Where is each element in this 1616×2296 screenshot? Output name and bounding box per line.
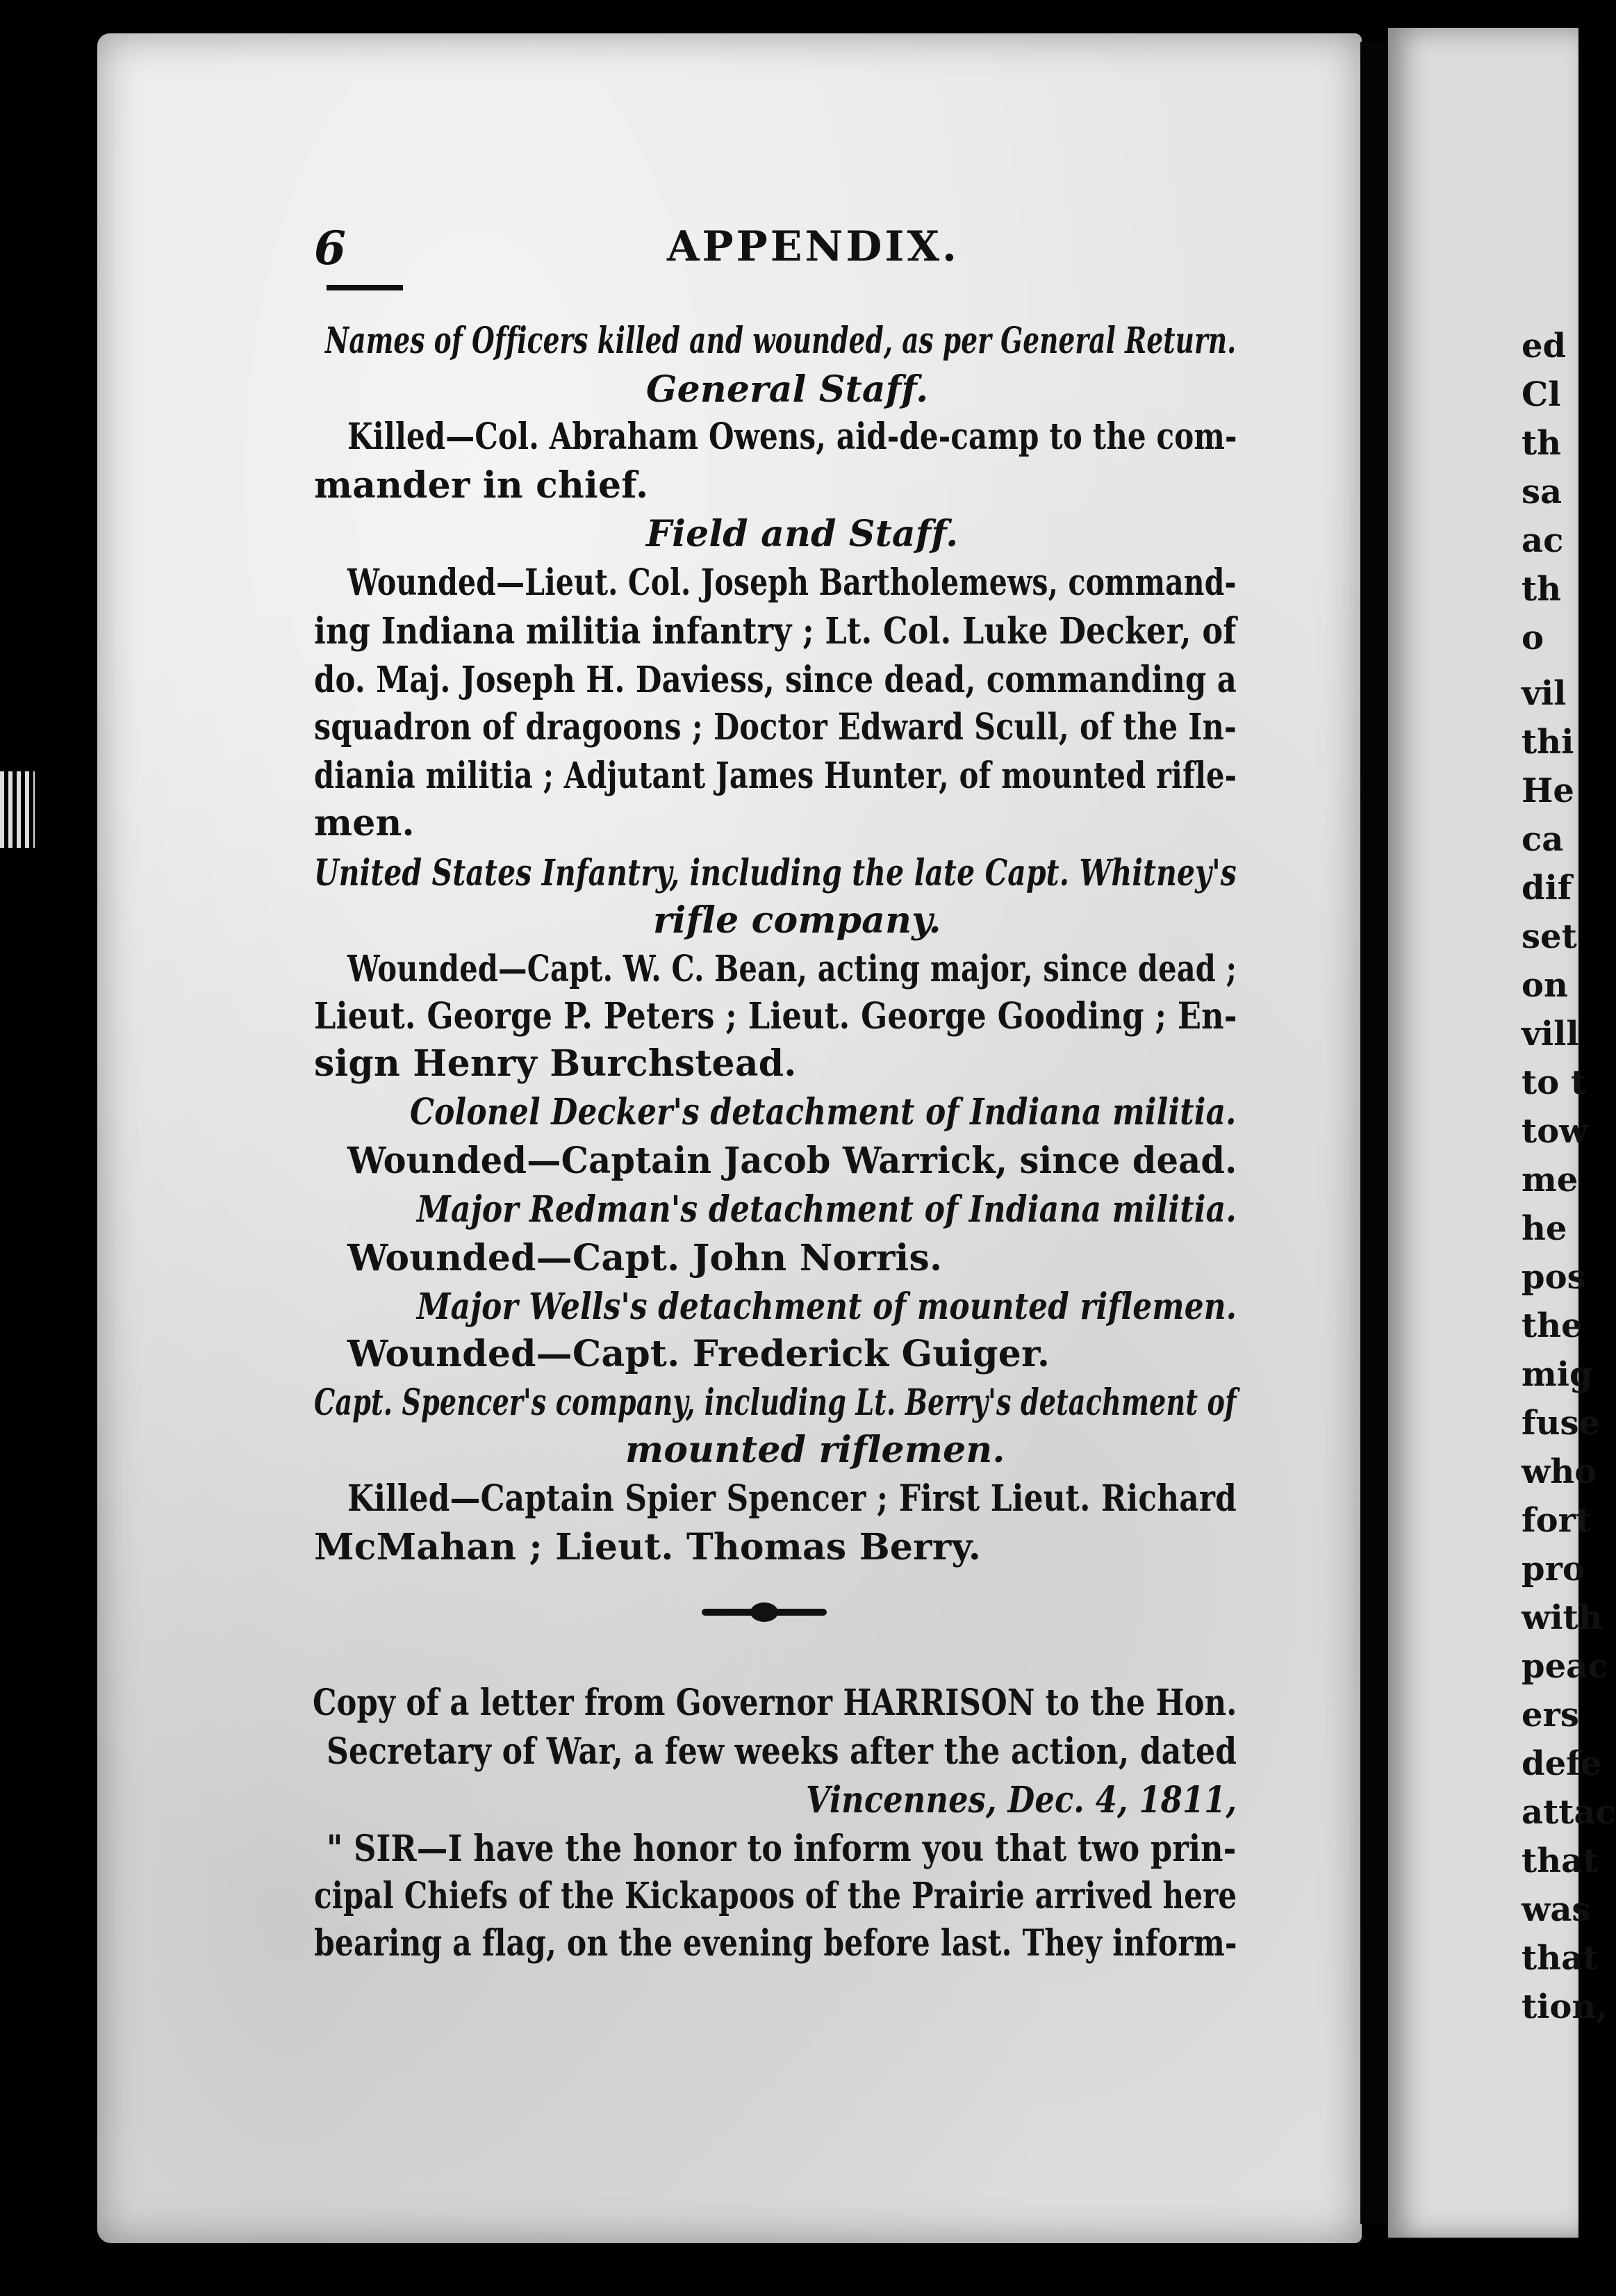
facing-page-fragment: ca xyxy=(1522,820,1564,859)
text-line: men. xyxy=(314,802,415,844)
text-line: bearing a flag, on the evening before last. They inform- xyxy=(314,1922,1237,1965)
facing-page-fragment: dif xyxy=(1522,869,1572,908)
text-line: Wounded—Capt. W. C. Bean, acting major, since dead ; xyxy=(347,948,1237,990)
facing-page-fragment: sa xyxy=(1522,473,1563,511)
text-line: mounted riflemen. xyxy=(625,1429,1005,1471)
facing-page-fragment: ers xyxy=(1522,1696,1579,1735)
facing-page-fragment: with xyxy=(1522,1598,1603,1637)
facing-page-fragment: was xyxy=(1522,1890,1591,1929)
facing-page-fragment: tow xyxy=(1522,1112,1588,1151)
text-line: Secretary of War, a few weeks after the action, dated xyxy=(327,1730,1237,1773)
text-line: Field and Staff. xyxy=(646,513,959,555)
facing-page-fragment: defe xyxy=(1522,1744,1602,1783)
text-line: ing Indiana militia infantry ; Lt. Col. Luke Decker, of xyxy=(314,610,1237,653)
facing-page-fragment: vil xyxy=(1522,674,1567,713)
scan-edge-artifact xyxy=(0,771,35,848)
facing-page-fragment: ed xyxy=(1522,327,1567,366)
text-line: cipal Chiefs of the Kickapoos of the Prairie arrived here xyxy=(314,1875,1237,1917)
facing-page-fragment: fort xyxy=(1522,1501,1592,1540)
facing-page-fragment: set xyxy=(1522,917,1577,956)
facing-page-fragment: mig xyxy=(1522,1355,1593,1394)
facing-page-fragment: th xyxy=(1522,424,1562,463)
section-ornament-center xyxy=(750,1602,778,1622)
facing-page-fragment: he xyxy=(1522,1209,1567,1248)
facing-page-fragment: on xyxy=(1522,966,1568,1005)
facing-page-fragment: pos xyxy=(1522,1258,1586,1297)
facing-page-fragment: th xyxy=(1522,570,1562,609)
text-line: Wounded—Lieut. Col. Joseph Bartholemews, command- xyxy=(347,561,1237,604)
text-line: do. Maj. Joseph H. Daviess, since dead, commanding a xyxy=(314,659,1237,701)
text-line: " SIR—I have the honor to inform you that two prin- xyxy=(327,1828,1237,1870)
text-line: Capt. Spencer's company, including Lt. Berry's detachment of xyxy=(314,1381,1237,1424)
text-line: sign Henry Burchstead. xyxy=(314,1042,797,1085)
text-line: Wounded—Capt. John Norris. xyxy=(347,1237,943,1279)
facing-page-fragment: He xyxy=(1522,771,1574,810)
text-line: McMahan ; Lieut. Thomas Berry. xyxy=(314,1526,982,1568)
facing-page-fragment: who xyxy=(1522,1452,1597,1491)
facing-page-fragment: ac xyxy=(1522,521,1564,560)
text-line: Copy of a letter from Governor HARRISON to the Hon. xyxy=(313,1682,1237,1724)
facing-page-fragment: that xyxy=(1522,1842,1599,1880)
facing-page-fragment: the xyxy=(1522,1306,1583,1345)
text-line: mander in chief. xyxy=(314,464,649,507)
text-line: Killed—Captain Spier Spencer ; First Lieut. Richard xyxy=(347,1477,1237,1520)
text-line: Killed—Col. Abraham Owens, aid-de-camp to the com- xyxy=(347,416,1237,458)
text-line: squadron of dragoons ; Doctor Edward Scull, of the In- xyxy=(314,706,1237,748)
text-line: Major Wells's detachment of mounted riflemen. xyxy=(417,1286,1237,1328)
text-line: Names of Officers killed and wounded, as per General Return. xyxy=(325,320,1237,362)
text-line: General Staff. xyxy=(646,368,929,411)
facing-page-fragment: to t xyxy=(1522,1063,1587,1102)
text-line: United States Infantry, including the late Capt. Whitney's xyxy=(314,852,1237,894)
text-line: Wounded—Capt. Frederick Guiger. xyxy=(347,1333,1050,1375)
facing-page-fragment: that xyxy=(1522,1939,1599,1978)
facing-page-fragment: vill xyxy=(1522,1015,1579,1053)
page-number: 6 xyxy=(314,221,346,275)
facing-page-fragment: o xyxy=(1522,618,1544,657)
facing-page-fragment: pro xyxy=(1522,1550,1585,1589)
text-line: Major Redman's detachment of Indiana militia. xyxy=(417,1188,1237,1231)
header-rule xyxy=(327,285,403,290)
text-line: Vincennes, Dec. 4, 1811, xyxy=(806,1779,1237,1821)
facing-page-fragment: peac xyxy=(1522,1647,1608,1686)
running-head: APPENDIX. xyxy=(667,222,959,271)
facing-page-fragment: me xyxy=(1522,1161,1578,1199)
facing-page-fragment: thi xyxy=(1522,723,1574,762)
facing-page-fragment: Cl xyxy=(1522,375,1561,414)
facing-page-fragment: tion, xyxy=(1522,1987,1608,2026)
facing-page-fragment: attac xyxy=(1522,1793,1616,1832)
text-line: Lieut. George P. Peters ; Lieut. George Gooding ; En- xyxy=(314,995,1237,1038)
book-gutter xyxy=(1360,42,1388,2224)
text-line: rifle company. xyxy=(653,899,941,942)
text-line: diania militia ; Adjutant James Hunter, of mounted rifle- xyxy=(314,755,1237,797)
facing-page-fragment: fuse xyxy=(1522,1404,1601,1443)
text-line: Wounded—Captain Jacob Warrick, since dead. xyxy=(347,1140,1237,1182)
text-line: Colonel Decker's detachment of Indiana militia. xyxy=(410,1091,1237,1133)
